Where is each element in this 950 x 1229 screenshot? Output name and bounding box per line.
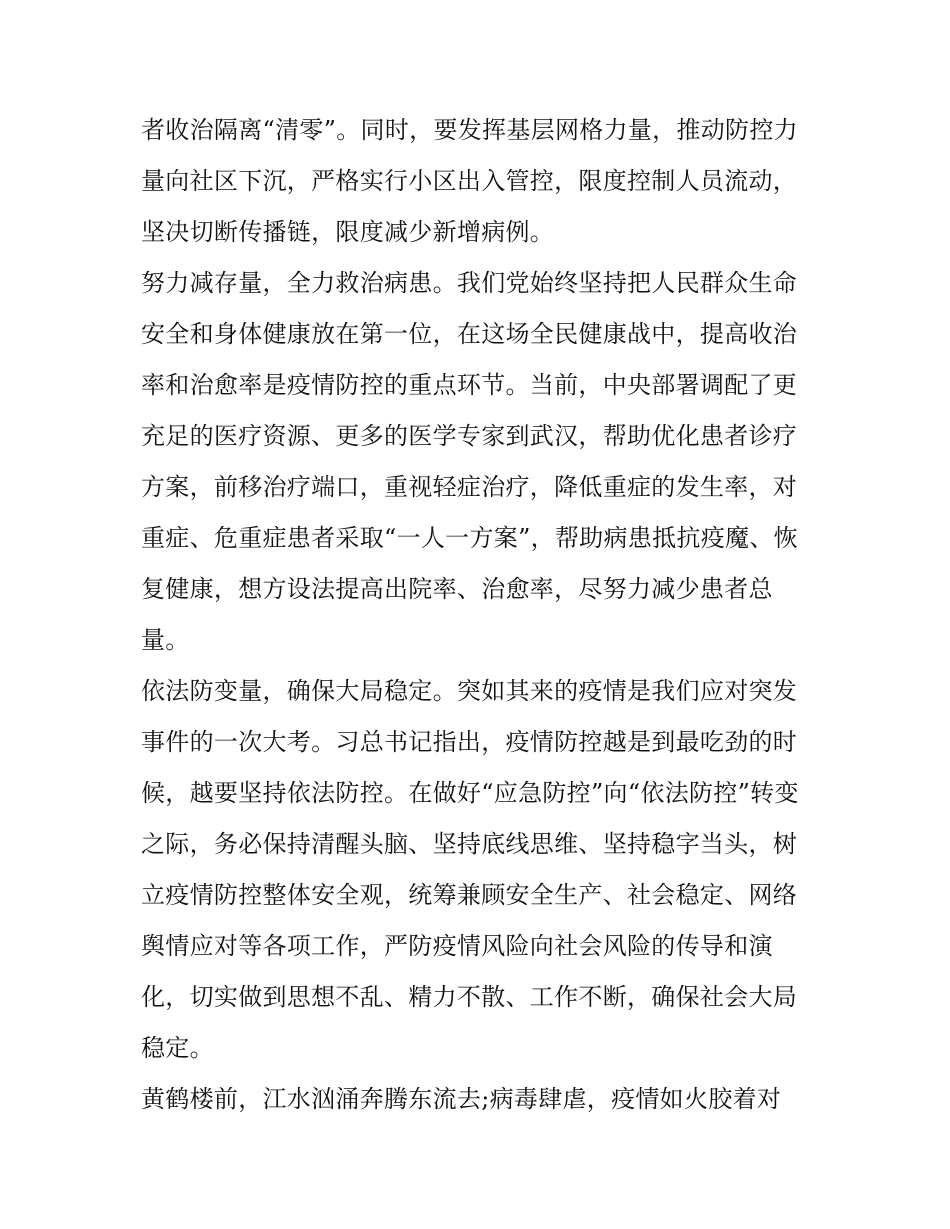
text-line: 稳定。 xyxy=(141,1034,214,1062)
document-body xyxy=(141,105,821,1125)
text-line: 量。 xyxy=(141,626,190,654)
text-line: 量向社区下沉，严格实行小区出入管控，限度控制人员流动， xyxy=(141,167,798,195)
text-line: 之际，务必保持清醒头脑、坚持底线思维、坚持稳字当头，树 xyxy=(141,830,798,858)
text-line: 方案，前移治疗端口，重视轻症治疗，降低重症的发生率，对 xyxy=(141,473,798,501)
text-line: 黄鹤楼前，江水汹涌奔腾东流去;病毒肆虐，疫情如火胶着对 xyxy=(141,1085,782,1113)
text-line: 安全和身体健康放在第一位，在这场全民健康战中，提高收治 xyxy=(141,320,798,348)
text-line: 立疫情防控整体安全观，统筹兼顾安全生产、社会稳定、网络 xyxy=(141,881,798,909)
text-line: 事件的一次大考。习总书记指出，疫情防控越是到最吃劲的时 xyxy=(141,728,798,756)
text-line: 化，切实做到思想不乱、精力不散、工作不断，确保社会大局 xyxy=(141,983,798,1011)
text-line: 努力减存量，全力救治病患。我们党始终坚持把人民群众生命 xyxy=(141,269,798,297)
text-line: 坚决切断传播链，限度减少新增病例。 xyxy=(141,218,555,246)
text-line: 重症、危重症患者采取“一人一方案”，帮助病患抵抗疫魔、恢 xyxy=(141,524,798,552)
text-line: 候，越要坚持依法防控。在做好“应急防控”向“依法防控”转变 xyxy=(141,779,799,807)
text-line: 舆情应对等各项工作，严防疫情风险向社会风险的传导和演 xyxy=(141,932,773,960)
text-line: 复健康，想方设法提高出院率、治愈率，尽努力减少患者总 xyxy=(141,575,773,603)
text-line: 充足的医疗资源、更多的医学专家到武汉，帮助优化患者诊疗 xyxy=(141,422,798,450)
text-line: 者收治隔离“清零”。同时，要发挥基层网格力量，推动防控力 xyxy=(141,116,798,144)
text-line: 依法防变量，确保大局稳定。突如其来的疫情是我们应对突发 xyxy=(141,677,798,705)
text-line: 率和治愈率是疫情防控的重点环节。当前，中央部署调配了更 xyxy=(141,371,798,399)
